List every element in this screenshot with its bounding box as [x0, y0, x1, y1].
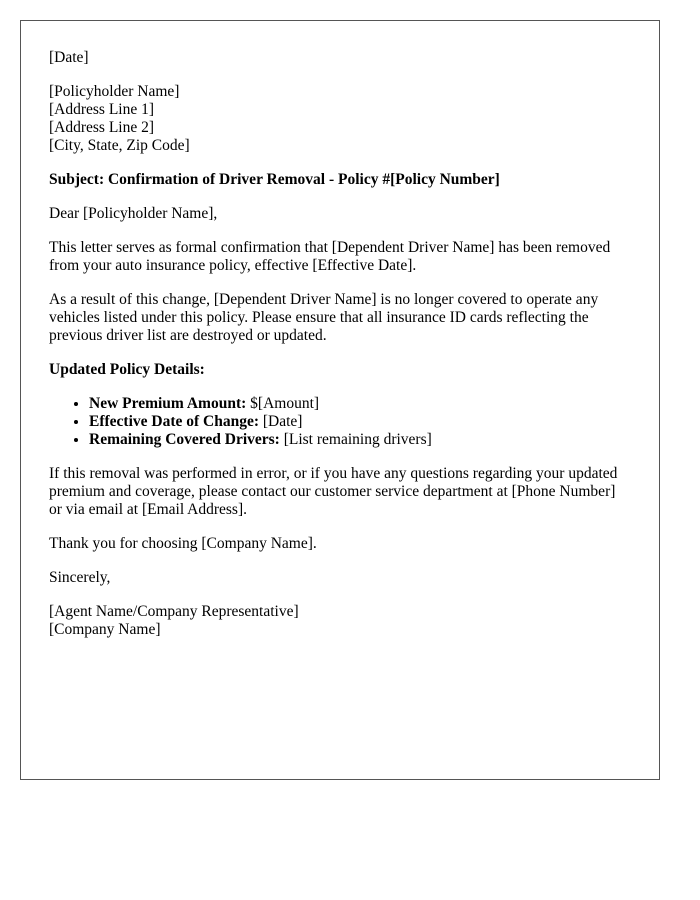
signature-company: [Company Name]: [49, 621, 161, 638]
detail-label: Effective Date of Change:: [89, 413, 260, 430]
address-line-2: [Address Line 2]: [49, 119, 155, 136]
paragraph-contact: If this removal was performed in error, or if you have any questions regarding your updated premium and coverage, please contact our customer service department at [Phone Number] or via email at [Email Address].: [49, 465, 618, 518]
list-item: [89, 431, 631, 449]
subject-line: Subject: Confirmation of Driver Removal - Policy #[Policy Number]: [49, 171, 500, 188]
signature-name: [Agent Name/Company Representative]: [49, 603, 299, 620]
list-item: [89, 413, 631, 431]
thanks-line: Thank you for choosing [Company Name].: [49, 535, 317, 552]
letter-page: [20, 20, 660, 780]
paragraph-confirmation: This letter serves as formal confirmation that [Dependent Driver Name] has been removed from your auto insurance policy, effective [Effective Date].: [49, 239, 611, 274]
detail-value: [List remaining drivers]: [279, 431, 432, 448]
closing: Sincerely,: [49, 569, 111, 586]
detail-value: $[Amount]: [246, 395, 320, 412]
policy-details-list: [49, 395, 631, 449]
address-line-1: [Address Line 1]: [49, 101, 155, 118]
address-city: [City, State, Zip Code]: [49, 137, 190, 154]
letter-date: [Date]: [49, 49, 89, 66]
signature-block: [49, 603, 631, 639]
details-heading: Updated Policy Details:: [49, 361, 205, 378]
detail-value: [Date]: [259, 413, 303, 430]
recipient-name: [Policyholder Name]: [49, 83, 180, 100]
detail-label: New Premium Amount:: [89, 395, 247, 412]
salutation: Dear [Policyholder Name],: [49, 205, 218, 222]
recipient-address: [49, 83, 631, 155]
detail-label: Remaining Covered Drivers:: [89, 431, 280, 448]
paragraph-coverage: As a result of this change, [Dependent Driver Name] is no longer covered to operate any vehicles listed under this policy. Please ensure that all insurance ID cards reflecting the previous driver list are destroyed or updated.: [49, 291, 599, 344]
list-item: [89, 395, 631, 413]
